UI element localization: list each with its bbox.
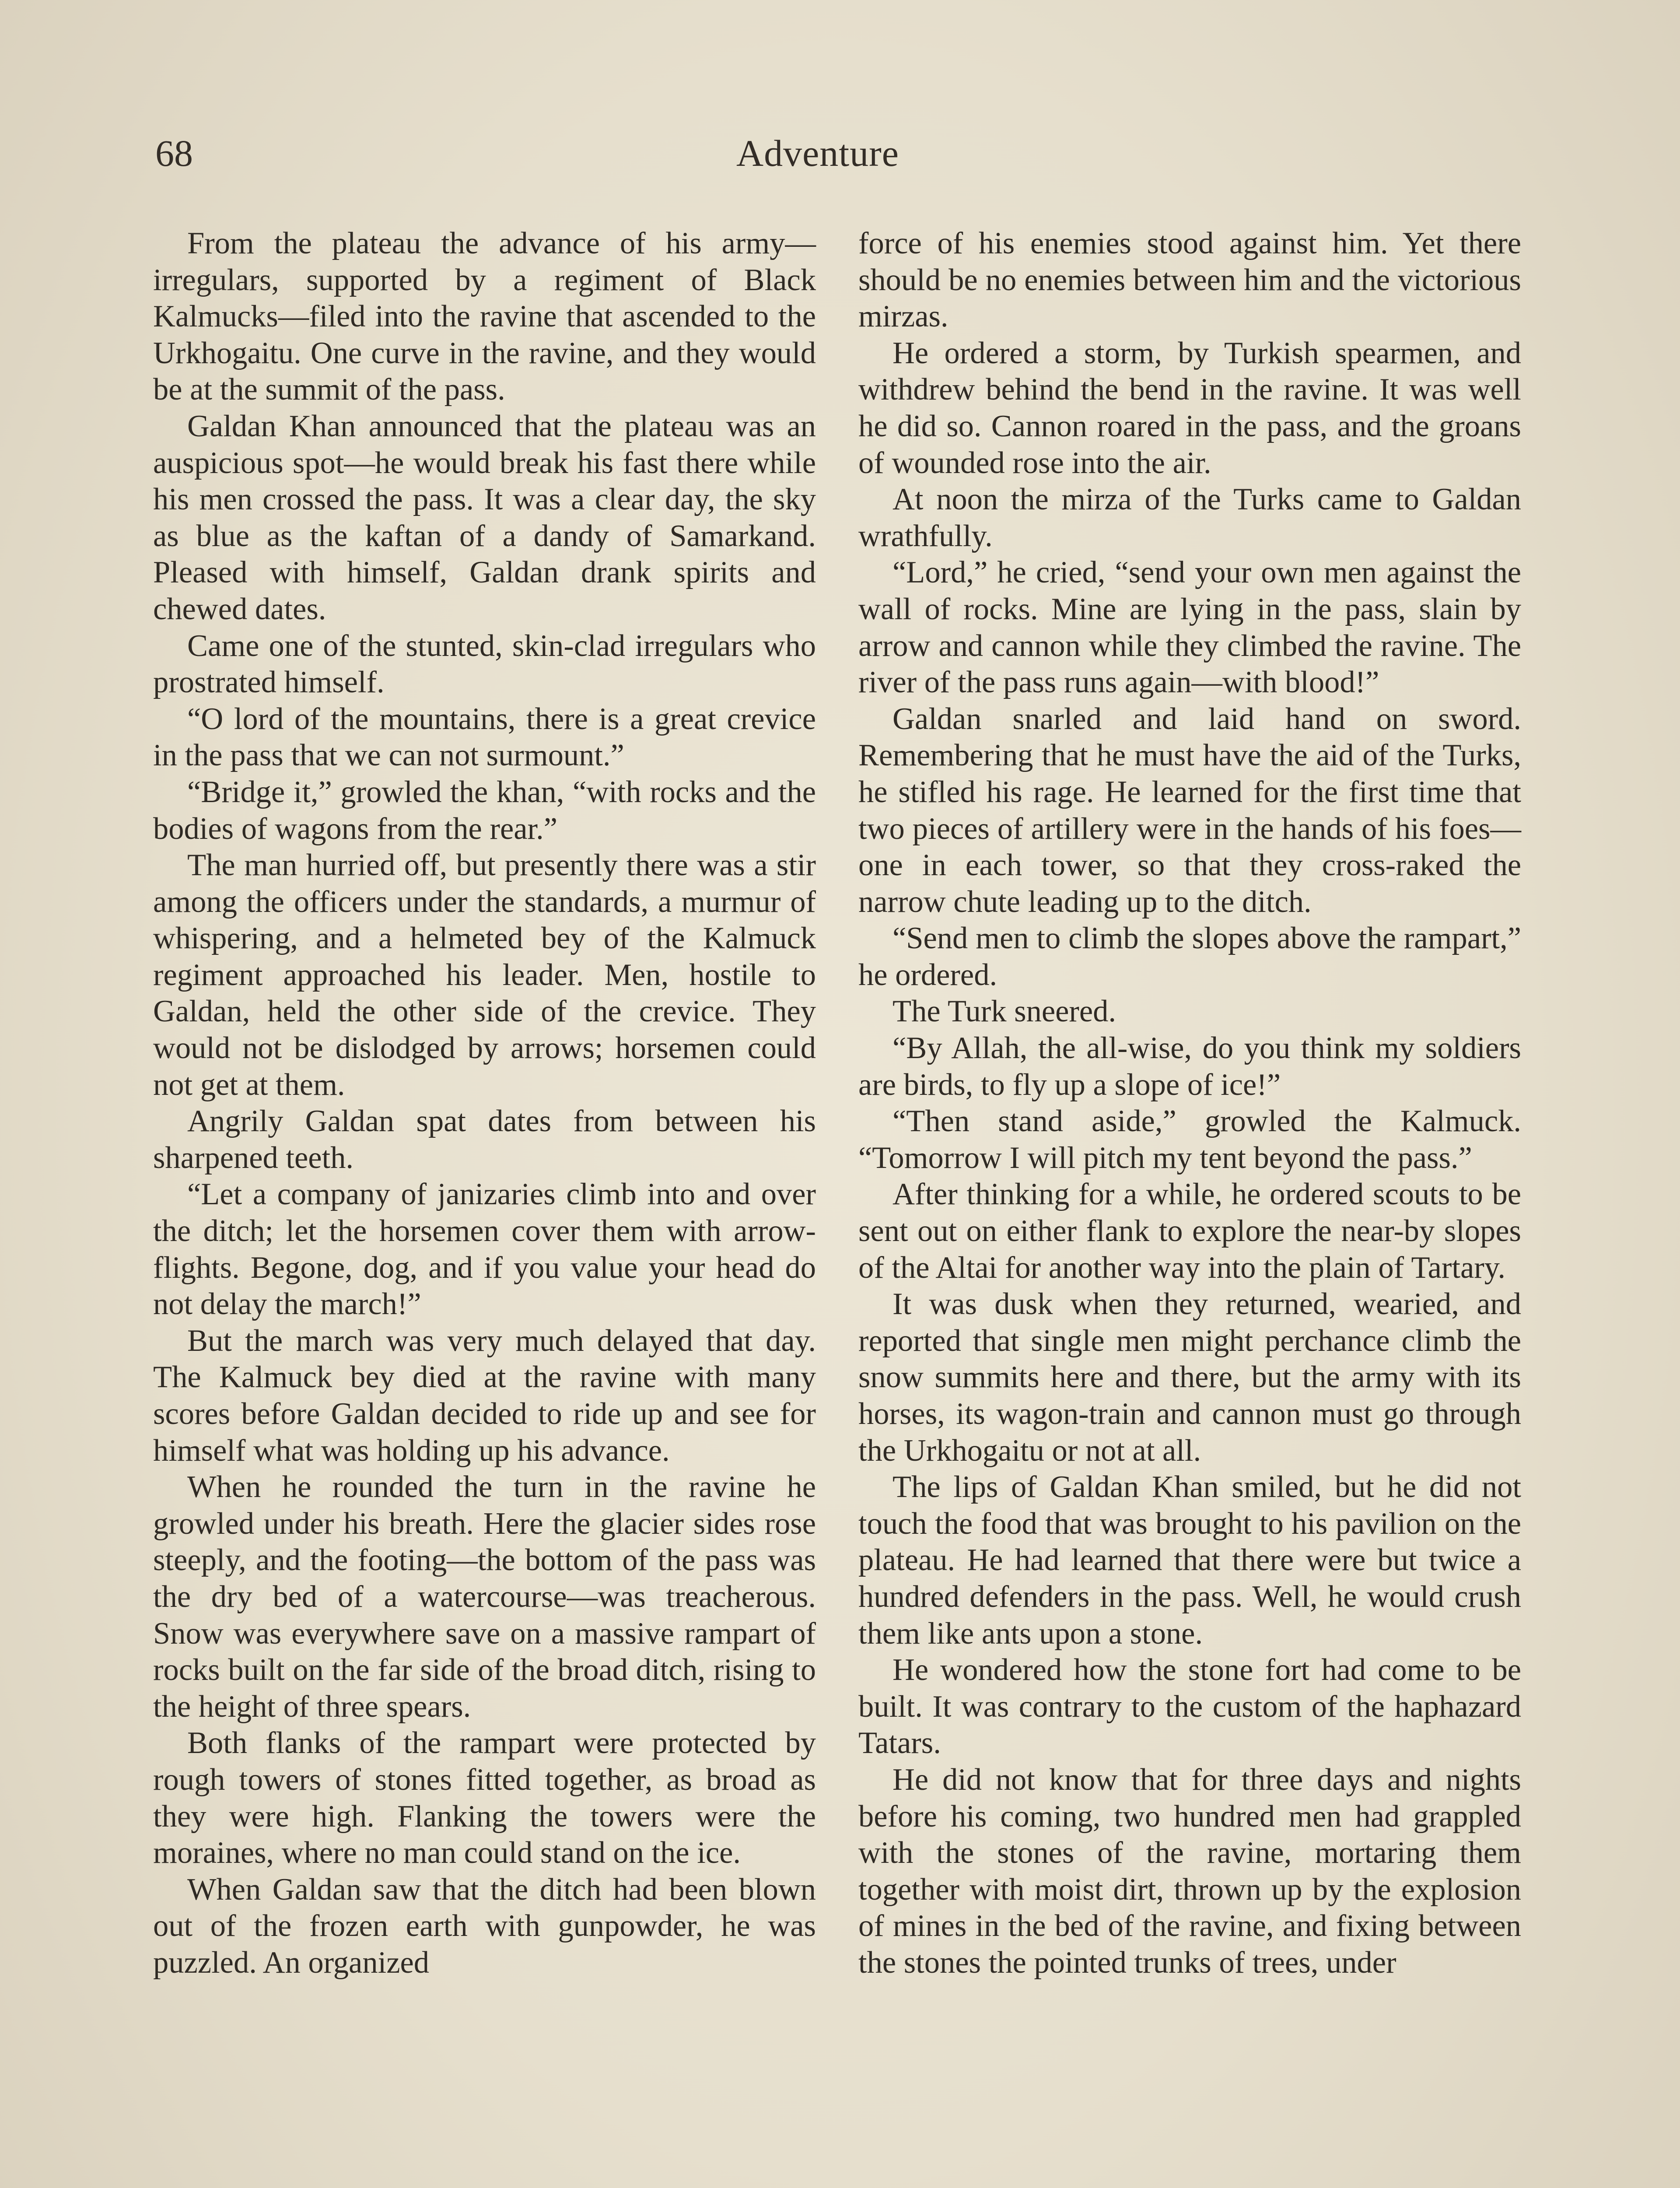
paragraph: “Send men to climb the slopes above the rampart,” he ordered. [858, 921, 1521, 992]
page-number: 68 [155, 132, 193, 174]
paragraph: Both flanks of the rampart were protected by rough towers of stones fitted together, as broad as they were high. Flanking the towers were the moraines, where no man could stand on the ice. [153, 1726, 816, 1870]
paragraph: But the march was very much delayed that day. The Kalmuck bey died at the ravine with many scores before Galdan decided to ride up and see for himself what was holding up his advance. [153, 1323, 816, 1468]
paragraph: He wondered how the stone fort had come to be built. It was contrary to the custom of the haphazard Tatars. [858, 1653, 1521, 1760]
paragraph: After thinking for a while, he ordered scouts to be sent out on either flank to explore the near-by slopes of the Altai for another way into the plain of Tartary. [858, 1177, 1521, 1285]
paragraph: Angrily Galdan spat dates from between his sharpened teeth. [153, 1104, 816, 1175]
paragraph: He ordered a storm, by Turkish spearmen, and withdrew behind the bend in the ravine. It was well he did so. Cannon roared in the pass, and the groans of wounded rose into the air. [858, 336, 1521, 480]
running-title: Adventure [736, 132, 899, 174]
paragraph: “Lord,” he cried, “send your own men against the wall of rocks. Mine are lying in the pass, slain by arrow and cannon while they climbed the ravine. The river of the pass runs again—with blood!” [858, 555, 1521, 700]
paragraph: Came one of the stunted, skin-clad irregulars who prostrated himself. [153, 628, 816, 700]
paragraph: At noon the mirza of the Turks came to Galdan wrathfully. [858, 482, 1521, 553]
paragraph-continued: force of his enemies stood against him. Yet there should be no enemies between him and the victorious mirzas. [858, 226, 1521, 334]
page-header [155, 127, 943, 179]
paragraph: The Turk sneered. [892, 994, 1116, 1029]
paragraph: “O lord of the mountains, there is a great crevice in the pass that we can not surmount.” [153, 701, 816, 773]
paragraph: He did not know that for three days and nights before his coming, two hundred men had grappled with the stones of the ravine, mortaring them together with moist dirt, thrown up by the explosion of mines in the bed of the ravine, and fixing between the stones the pointed trunks of trees, under [858, 1762, 1521, 1980]
paragraph: Galdan snarled and laid hand on sword. Remembering that he must have the aid of the Turks, he stifled his rage. He learned for the first time that two pieces of artillery were in the hands of his foes—one in each tower, so that they cross-raked the narrow chute leading up to the ditch. [858, 701, 1521, 919]
right-column [858, 225, 1521, 1981]
paragraph: “Let a company of janizaries climb into and over the ditch; let the horsemen cover them with arrow-flights. Begone, dog, and if you value your head do not delay the march!” [153, 1177, 816, 1322]
paragraph: The lips of Galdan Khan smiled, but he did not touch the food that was brought to his pavilion on the plateau. He had learned that there were but twice a hundred defenders in the pass. Well, he would crush them like ants upon a stone. [858, 1470, 1521, 1651]
left-column [153, 225, 816, 1981]
paragraph: When Galdan saw that the ditch had been blown out of the frozen earth with gunpowder, he was puzzled. An organized [153, 1872, 816, 1980]
paragraph: When he rounded the turn in the ravine he growled under his breath. Here the glacier sides rose steeply, and the footing—the bottom of the pass was the dry bed of a watercourse—was treacherous. Snow was everywhere save on a massive rampart of rocks built on the far side of the broad ditch, rising to the height of three spears. [153, 1470, 816, 1724]
paragraph: Galdan Khan announced that the plateau was an auspicious spot—he would break his fast there while his men crossed the pass. It was a clear day, the sky as blue as the kaftan of a dandy of Samarkand. Pleased with himself, Galdan drank spirits and chewed dates. [153, 409, 816, 626]
paragraph: From the plateau the advance of his army—irregulars, supported by a regiment of Black Kalmucks—filed into the ravine that ascended to the Urkhogaitu. One curve in the ravine, and they would be at the summit of the pass. [153, 226, 816, 407]
paragraph: “Bridge it,” growled the khan, “with rocks and the bodies of wagons from the rear.” [153, 775, 816, 846]
paragraph: “By Allah, the all-wise, do you think my soldiers are birds, to fly up a slope of ice!” [858, 1031, 1521, 1102]
paragraph: The man hurried off, but presently there was a stir among the officers under the standards, a murmur of whispering, and a helmeted bey of the Kalmuck regiment approached his leader. Men, hostile to Galdan, held the other side of the crevice. They would not be dislodged by arrows; horsemen could not get at them. [153, 848, 816, 1102]
paragraph: “Then stand aside,” growled the Kalmuck. “Tomorrow I will pitch my tent beyond the pass.” [858, 1104, 1521, 1175]
paragraph: It was dusk when they returned, wearied, and reported that single men might perchance climb the snow summits here and there, but the army with its horses, its wagon-train and cannon must go through the Urkhogaitu or not at all. [858, 1287, 1521, 1468]
